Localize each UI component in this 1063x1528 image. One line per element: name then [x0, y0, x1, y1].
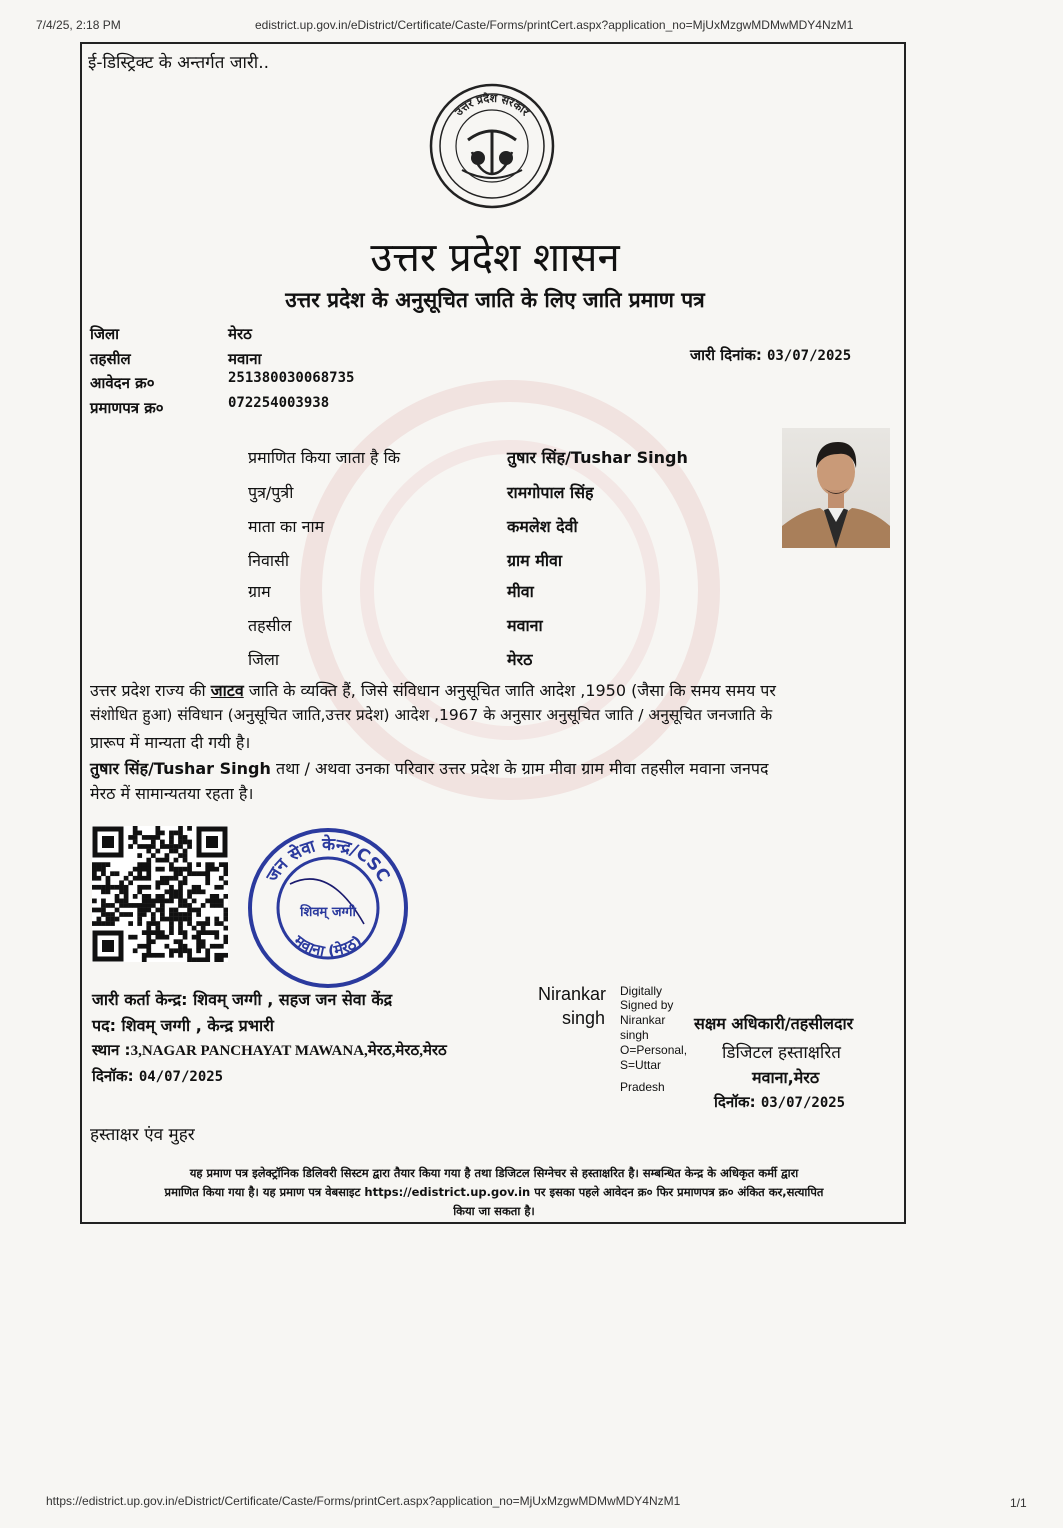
certificate-title: उत्तर प्रदेश के अनुसूचित जाति के लिए जाति प्रमाण पत्र: [285, 288, 705, 312]
stamp-middle-text: शिवम् जग्गी: [300, 905, 356, 920]
officer-digital-signed: डिजिटल हस्ताक्षरित: [722, 1043, 841, 1063]
issuer-place-label: स्थान :: [92, 1041, 131, 1059]
svg-text:मवाना (मेरठ): [290, 931, 366, 960]
issuer-place-value: 3,NAGAR PANCHAYAT MAWANA,मेरठ,मेरठ,मेरठ: [130, 1043, 447, 1059]
detail-label-tehsil: तहसील: [248, 616, 292, 635]
digital-signature-detail-3: Nirankar: [620, 1013, 666, 1027]
digital-signer-name-line1: Nirankar: [538, 984, 607, 1004]
stamp-top-text: जन सेवा केन्द्र/CSC: [262, 834, 394, 886]
csc-stamp-icon: [240, 824, 416, 992]
detail-value-village: मीवा: [507, 582, 534, 601]
applicant-photo: [782, 428, 890, 548]
svg-text:उत्तर प्रदेश सरकार: [452, 91, 532, 119]
issue-date-value: 03/07/2025: [766, 348, 852, 364]
digital-signature-detail-4: singh: [620, 1028, 649, 1042]
signature-seal-label: हस्ताक्षर एंव मुहर: [90, 1125, 195, 1145]
print-url-header: edistrict.up.gov.in/eDistrict/Certificate/Caste/Forms/printCert.aspx?application_no=MjUxMzgwMDMwMDY4NzM1: [255, 18, 854, 32]
detail-value-tehsil: मवाना: [507, 616, 543, 635]
issuer-post: पद: शिवम् जग्गी , केन्द्र प्रभारी: [92, 1016, 274, 1035]
detail-label-certified: प्रमाणित किया जाता है कि: [248, 448, 401, 467]
officer-date: [714, 1092, 845, 1112]
digital-signer-name-line2: singh: [562, 1008, 606, 1028]
meta-value-application-no: 251380030068735: [228, 370, 355, 386]
footer-note-line1: यह प्रमाण पत्र इलेक्ट्रॉनिक डिलिवरी सिस्टम द्वारा तैयार किया गया है तथा डिजिटल सिग्नेचर से हस्ताक्षरित है। सम्बन्धित केन्द्र के अधिकृत कर्मी द्वारा: [189, 1166, 799, 1180]
digital-signature-detail-2: Signed by: [620, 998, 674, 1012]
government-title: उत्तर प्रदेश शासन: [370, 235, 620, 281]
detail-label-district: जिला: [248, 650, 280, 669]
detail-value-mother: कमलेश देवी: [507, 517, 578, 536]
meta-value-district: मेरठ: [228, 325, 252, 343]
issuer-date: [92, 1066, 223, 1086]
issue-date-label: जारी दिनांक:: [690, 346, 762, 364]
meta-value-certificate-no: 072254003938: [228, 395, 330, 411]
detail-label-mother: माता का नाम: [248, 517, 325, 536]
issuer-date-value: 04/07/2025: [138, 1069, 224, 1085]
svg-text:जन सेवा केन्द्र/CSC: [262, 834, 393, 886]
digital-signature-detail-6: S=Uttar: [620, 1058, 662, 1072]
detail-label-village: ग्राम: [248, 582, 271, 601]
detail-value-name: तुषार सिंह/Tushar Singh: [507, 448, 688, 467]
detail-label-son-daughter: पुत्र/पुत्री: [248, 483, 294, 502]
meta-label-certificate-no: प्रमाणपत्र क्र०: [90, 399, 164, 417]
caste-name: जाटव: [210, 681, 244, 700]
officer-location: मवाना,मेरठ: [752, 1068, 820, 1087]
meta-label-tehsil: तहसील: [90, 350, 131, 368]
person-photo-icon: [782, 428, 890, 548]
paragraph-caste-post: जाति के व्यक्ति हैं, जिसे संविधान अनुसूचित जाति आदेश ,1950 (जैसा कि समय समय पर: [243, 681, 776, 700]
footer-note-line2: प्रमाणित किया गया है। यह प्रमाण पत्र वेबसाइट https://edistrict.up.gov.in पर इसका पहले आवेदन क्र० फिर प्रमाणपत्र क्र० अंकित कर,सत्यापित: [164, 1185, 824, 1199]
paragraph-residence-line2: मेरठ में सामान्यतया रहता है।: [90, 784, 254, 803]
print-url-footer: https://edistrict.up.gov.in/eDistrict/Certificate/Caste/Forms/printCert.aspx?application_no=MjUxMzgwMDMwMDY4NzM1: [46, 1494, 681, 1508]
paragraph-caste-line1: [90, 678, 776, 703]
issue-date: [690, 345, 851, 365]
digital-signature-detail-7: Pradesh: [620, 1080, 665, 1094]
print-datetime: 7/4/25, 2:18 PM: [36, 18, 121, 32]
qr-code-icon: [92, 826, 228, 962]
paragraph-residence-name: तुषार सिंह/Tushar Singh: [90, 759, 271, 778]
paragraph-residence-line1: [90, 756, 769, 781]
detail-label-resident: निवासी: [248, 551, 290, 570]
issuer-date-label: दिनॉक:: [92, 1067, 134, 1085]
detail-value-district: मेरठ: [507, 650, 533, 669]
officer-date-label: दिनॉक:: [714, 1093, 756, 1111]
stamp-bottom-text: मवाना (मेरठ): [290, 931, 366, 961]
issuer-center: जारी कर्ता केन्द्र: शिवम् जग्गी , सहज जन सेवा केंद्र: [92, 990, 393, 1009]
print-page-number: 1/1: [1010, 1496, 1027, 1510]
detail-value-father: रामगोपाल सिंह: [507, 483, 594, 502]
paragraph-residence-post: तथा / अथवा उनका परिवार उत्तर प्रदेश के ग्राम मीवा ग्राम मीवा तहसील मवाना जनपद: [270, 759, 769, 778]
issuer-place: [92, 1040, 447, 1060]
footer-note: [84, 1164, 904, 1221]
meta-label-district: जिला: [90, 325, 120, 343]
up-government-emblem-icon: [428, 82, 556, 210]
emblem-text: उत्तर प्रदेश सरकार: [452, 91, 532, 119]
paragraph-caste-line3: प्रारूप में मान्यता दी गयी है।: [90, 733, 251, 752]
detail-value-resident: ग्राम मीवा: [507, 551, 563, 570]
officer-date-value: 03/07/2025: [760, 1095, 846, 1111]
issued-under-text: ई-डिस्ट्रिक्ट के अन्तर्गत जारी..: [88, 53, 270, 73]
meta-label-application-no: आवेदन क्र०: [90, 374, 155, 392]
paragraph-caste-line2: संशोधित हुआ) संविधान (अनुसूचित जाति,उत्तर प्रदेश) आदेश ,1967 के अनुसार अनुसूचित जाति / अनुसूचित जनजाति के: [90, 706, 773, 724]
officer-title: सक्षम अधिकारी/तहसीलदार: [694, 1014, 854, 1033]
paragraph-caste-pre: उत्तर प्रदेश राज्य की: [90, 681, 211, 700]
meta-value-tehsil: मवाना: [228, 350, 262, 368]
digital-signature-detail-1: Digitally: [620, 984, 663, 998]
digital-signature-detail-5: O=Personal,: [620, 1043, 688, 1057]
footer-note-line3: किया जा सकता है।: [453, 1204, 535, 1218]
